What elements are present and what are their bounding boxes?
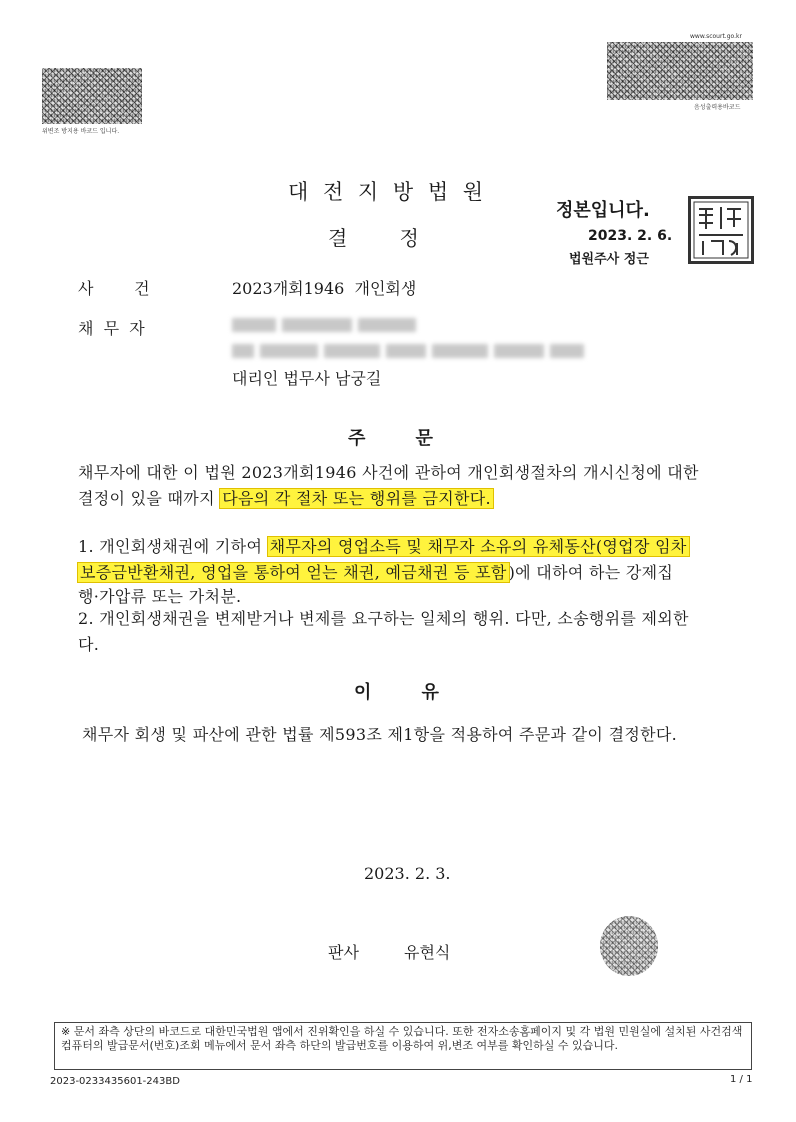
order-item-1-highlight-1: 채무자의 영업소득 및 채무자 소유의 유체동산(영업장 임차 [269, 537, 687, 556]
court-url: www.scourt.go.kr [690, 33, 742, 40]
order-line-2-highlight: 다음의 각 절차 또는 행위를 금지한다. [222, 489, 491, 508]
certification-title: 정본입니다. [556, 200, 650, 221]
issue-number: 2023-0233435601-243BD [50, 1076, 180, 1087]
order-item-2-line-1: 2. 개인회생채권을 변제받거나 변제를 요구하는 일체의 행위. 다만, 소송행위를 제외한 [78, 609, 689, 628]
order-item-1-post: )에 대하여 하는 강제집 [508, 563, 674, 582]
reason-text: 채무자 회생 및 파산에 관한 법률 제593조 제1항을 적용하여 주문과 같이 결정한다. [82, 725, 677, 744]
voice-barcode-caption: 음성출력용바코드 [694, 104, 741, 111]
judge-title: 판사 [328, 943, 359, 962]
certification-date: 2023. 2. 6. [588, 228, 673, 244]
footer-notice-text: ※ 문서 좌측 상단의 바코드로 대한민국법원 앱에서 진위확인을 하실 수 있습니다. 또한 전자소송홈페이지 및 각 법원 민원실에 설치된 사건검색 컴퓨터의 발급문서(번호)조회 메뉴에서 문서 좌측 하단의 발급번호를 이용하여 위,변조 여부를 확인하실 수 있습니다. [61, 1025, 743, 1052]
court-name: 대 전 지 방 법 원 [288, 180, 488, 204]
page-number: 1 / 1 [730, 1074, 753, 1085]
authentication-barcode [42, 68, 142, 124]
order-line-2-text: 결정이 있을 때까지 [78, 489, 221, 508]
voice-barcode [607, 42, 753, 100]
document-type: 결 정 [328, 226, 421, 250]
order-item-1-highlight-2: 보증금반환채권, 영업을 통하여 얻는 채권, 예금채권 등 포함 [80, 563, 507, 582]
court-seal-stamp [688, 196, 754, 264]
decision-date: 2023. 2. 3. [364, 864, 451, 883]
order-item-1-line-3: 행·가압류 또는 가처분. [78, 587, 242, 606]
order-item-2-line-2: 다. [78, 635, 100, 654]
order-heading: 주 문 [348, 428, 433, 449]
footer-notice-box [54, 1022, 752, 1070]
order-item-1-line-1 [78, 534, 689, 557]
barcode-caption: 위변조 방지용 바코드 입니다. [42, 128, 120, 135]
order-item-1-line-2 [78, 560, 673, 583]
debtor-address-redacted [232, 340, 590, 359]
case-label: 사 건 [78, 279, 150, 298]
case-value: 2023개회1946 개인회생 [232, 279, 417, 298]
order-line-1: 채무자에 대한 이 법원 2023개회1946 사건에 관하여 개인회생절차의 개시신청에 대한 [78, 463, 699, 482]
certification-clerk: 법원주사 정근 [569, 252, 649, 267]
judge-seal-stamp [600, 916, 658, 976]
debtor-name-redacted [232, 314, 422, 333]
reason-heading: 이 유 [354, 682, 439, 703]
debtor-agent: 대리인 법무사 남궁길 [232, 369, 382, 388]
judge-name: 유현식 [404, 943, 451, 962]
order-line-2 [78, 486, 493, 509]
debtor-label: 채 무 자 [78, 319, 145, 338]
order-item-1-text: 1. 개인회생채권에 기하여 [78, 537, 268, 556]
